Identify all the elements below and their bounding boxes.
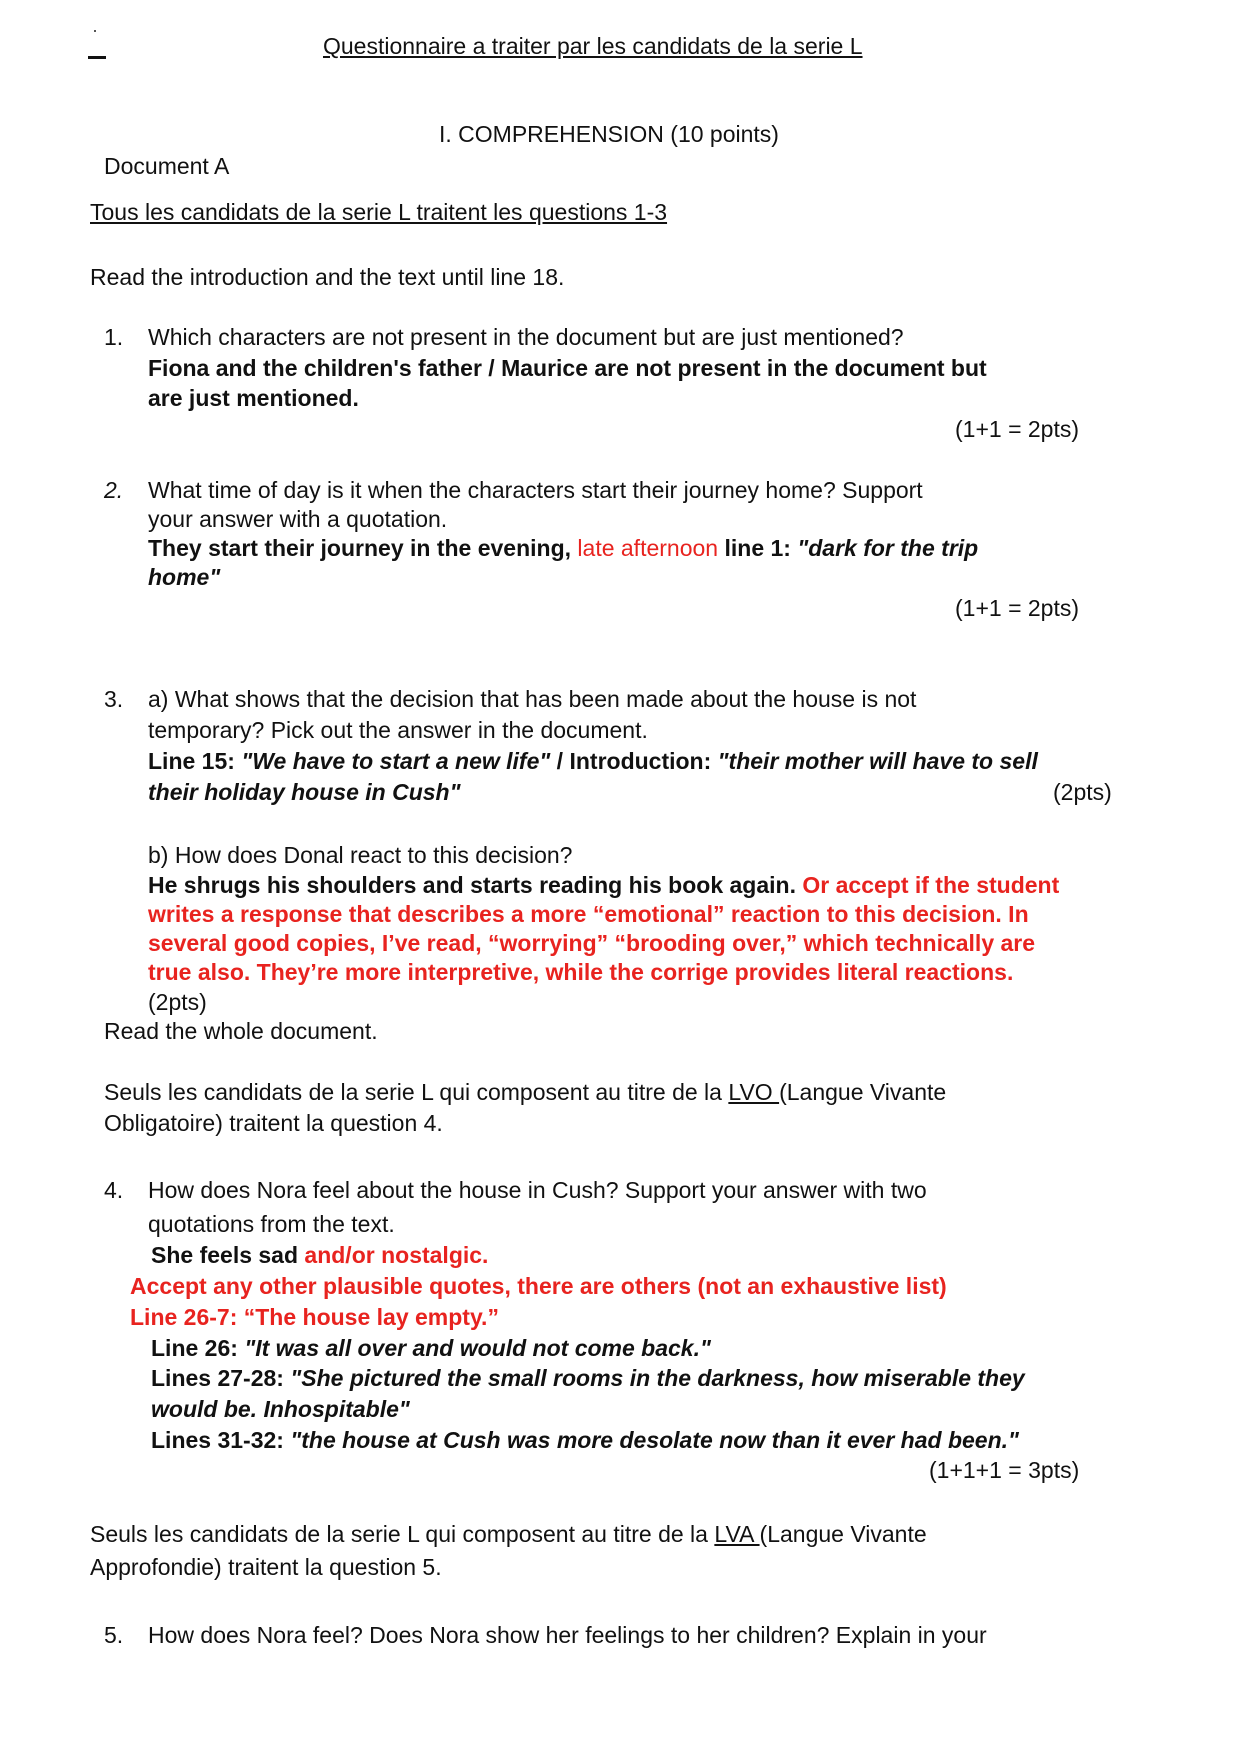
- answer-correction: Accept any other plausible quotes, there are others (not an exhaustive list): [130, 1273, 947, 1299]
- read-instruction: Read the whole document.: [104, 1018, 378, 1044]
- answer-text: He shrugs his shoulders and starts reading his book again.: [148, 872, 803, 898]
- question-number: 5.: [104, 1622, 124, 1648]
- answer-quote: "She pictured the small rooms in the darkness, how miserable they: [290, 1365, 1025, 1391]
- points-label: (1+1 = 2pts): [955, 595, 1080, 621]
- answer-line: [151, 1242, 488, 1268]
- answer-line: [148, 748, 1038, 774]
- scan-mark: [94, 30, 96, 32]
- answer-correction: true also. They’re more interpretive, while the corrige provides literal reactions.: [148, 959, 1014, 985]
- points-label: (2pts): [148, 989, 207, 1015]
- document-label: Document A: [104, 153, 230, 179]
- answer-quote: their holiday house in Cush": [148, 779, 461, 805]
- instruction-text: Seuls les candidats de la serie L qui composent au titre de la: [104, 1079, 729, 1105]
- question-number: 2.: [104, 477, 124, 503]
- answer-text: are just mentioned.: [148, 385, 359, 411]
- lva-instruction: [90, 1521, 927, 1547]
- question-text: quotations from the text.: [148, 1211, 395, 1237]
- answer-quote: "We have to start a new life": [241, 748, 551, 774]
- question-number: 1.: [104, 324, 124, 350]
- answer-correction: Line 26-7: “The house lay empty.”: [130, 1304, 499, 1330]
- answer-line: [151, 1427, 1019, 1453]
- question-text: Which characters are not present in the document but are just mentioned?: [148, 324, 904, 350]
- instruction-text: Seuls les candidats de la serie L qui composent au titre de la: [90, 1521, 715, 1547]
- answer-line: [148, 535, 978, 561]
- scan-dash-mark: [88, 56, 106, 59]
- question-text: b) How does Donal react to this decision?: [148, 842, 573, 868]
- question-text: a) What shows that the decision that has been made about the house is not: [148, 686, 917, 712]
- answer-label: Lines 27-28:: [151, 1365, 291, 1391]
- answer-correction: Or accept if the student: [802, 872, 1060, 898]
- answer-quote: "It was all over and would not come back.": [244, 1335, 711, 1361]
- instruction-text: (Langue Vivante: [759, 1521, 927, 1547]
- answer-correction: late afternoon: [577, 535, 719, 561]
- lvo-instruction: [104, 1079, 946, 1105]
- answer-text: They start their journey in the evening,: [148, 535, 578, 561]
- question-text: your answer with a quotation.: [148, 506, 448, 532]
- lvo-abbreviation: LVO: [728, 1079, 780, 1105]
- instruction-text: (Langue Vivante: [779, 1079, 947, 1105]
- answer-correction: writes a response that describes a more “emotional” reaction to this decision. In: [148, 901, 1029, 927]
- lva-abbreviation: LVA: [714, 1521, 760, 1547]
- points-label: (1+1 = 2pts): [955, 416, 1080, 442]
- answer-label: / Introduction:: [550, 748, 718, 774]
- instruction-text: Approfondie) traitent la question 5.: [90, 1554, 442, 1580]
- answer-correction: and/or nostalgic.: [304, 1242, 489, 1268]
- section-title: I. COMPREHENSION (10 points): [439, 121, 779, 147]
- question-number: 3.: [104, 686, 124, 712]
- question-text: How does Nora feel? Does Nora show her feelings to her children? Explain in your: [148, 1622, 987, 1648]
- answer-line: [151, 1365, 1025, 1391]
- answer-label: Line 26:: [151, 1335, 245, 1361]
- question-text: What time of day is it when the characters start their journey home? Support: [148, 477, 923, 503]
- answer-line: [148, 872, 1059, 898]
- instruction-all-candidates: Tous les candidats de la serie L traitent les questions 1-3: [90, 199, 668, 225]
- points-label: (1+1+1 = 3pts): [929, 1457, 1080, 1483]
- answer-line: [151, 1335, 711, 1361]
- answer-text: She feels sad: [151, 1242, 305, 1268]
- answer-quote: "the house at Cush was more desolate now than it ever had been.": [290, 1427, 1019, 1453]
- answer-text: line 1:: [718, 535, 798, 561]
- page-title: Questionnaire a traiter par les candidats de la serie L: [323, 33, 863, 59]
- answer-correction: several good copies, I’ve read, “worrying” “brooding over,” which technically are: [148, 930, 1036, 956]
- answer-quote: home": [148, 564, 221, 590]
- answer-label: Lines 31-32:: [151, 1427, 291, 1453]
- answer-quote: "their mother will have to sell: [717, 748, 1038, 774]
- answer-quote: "dark for the trip: [797, 535, 979, 561]
- answer-text: Fiona and the children's father / Maurice are not present in the document but: [148, 355, 987, 381]
- question-text: temporary? Pick out the answer in the document.: [148, 717, 648, 743]
- answer-label: Line 15:: [148, 748, 242, 774]
- question-number: 4.: [104, 1177, 124, 1203]
- read-instruction: Read the introduction and the text until line 18.: [90, 264, 565, 290]
- instruction-text: Obligatoire) traitent la question 4.: [104, 1110, 443, 1136]
- points-label: (2pts): [1053, 779, 1112, 805]
- answer-quote: would be. Inhospitable": [151, 1396, 410, 1422]
- question-text: How does Nora feel about the house in Cush? Support your answer with two: [148, 1177, 927, 1203]
